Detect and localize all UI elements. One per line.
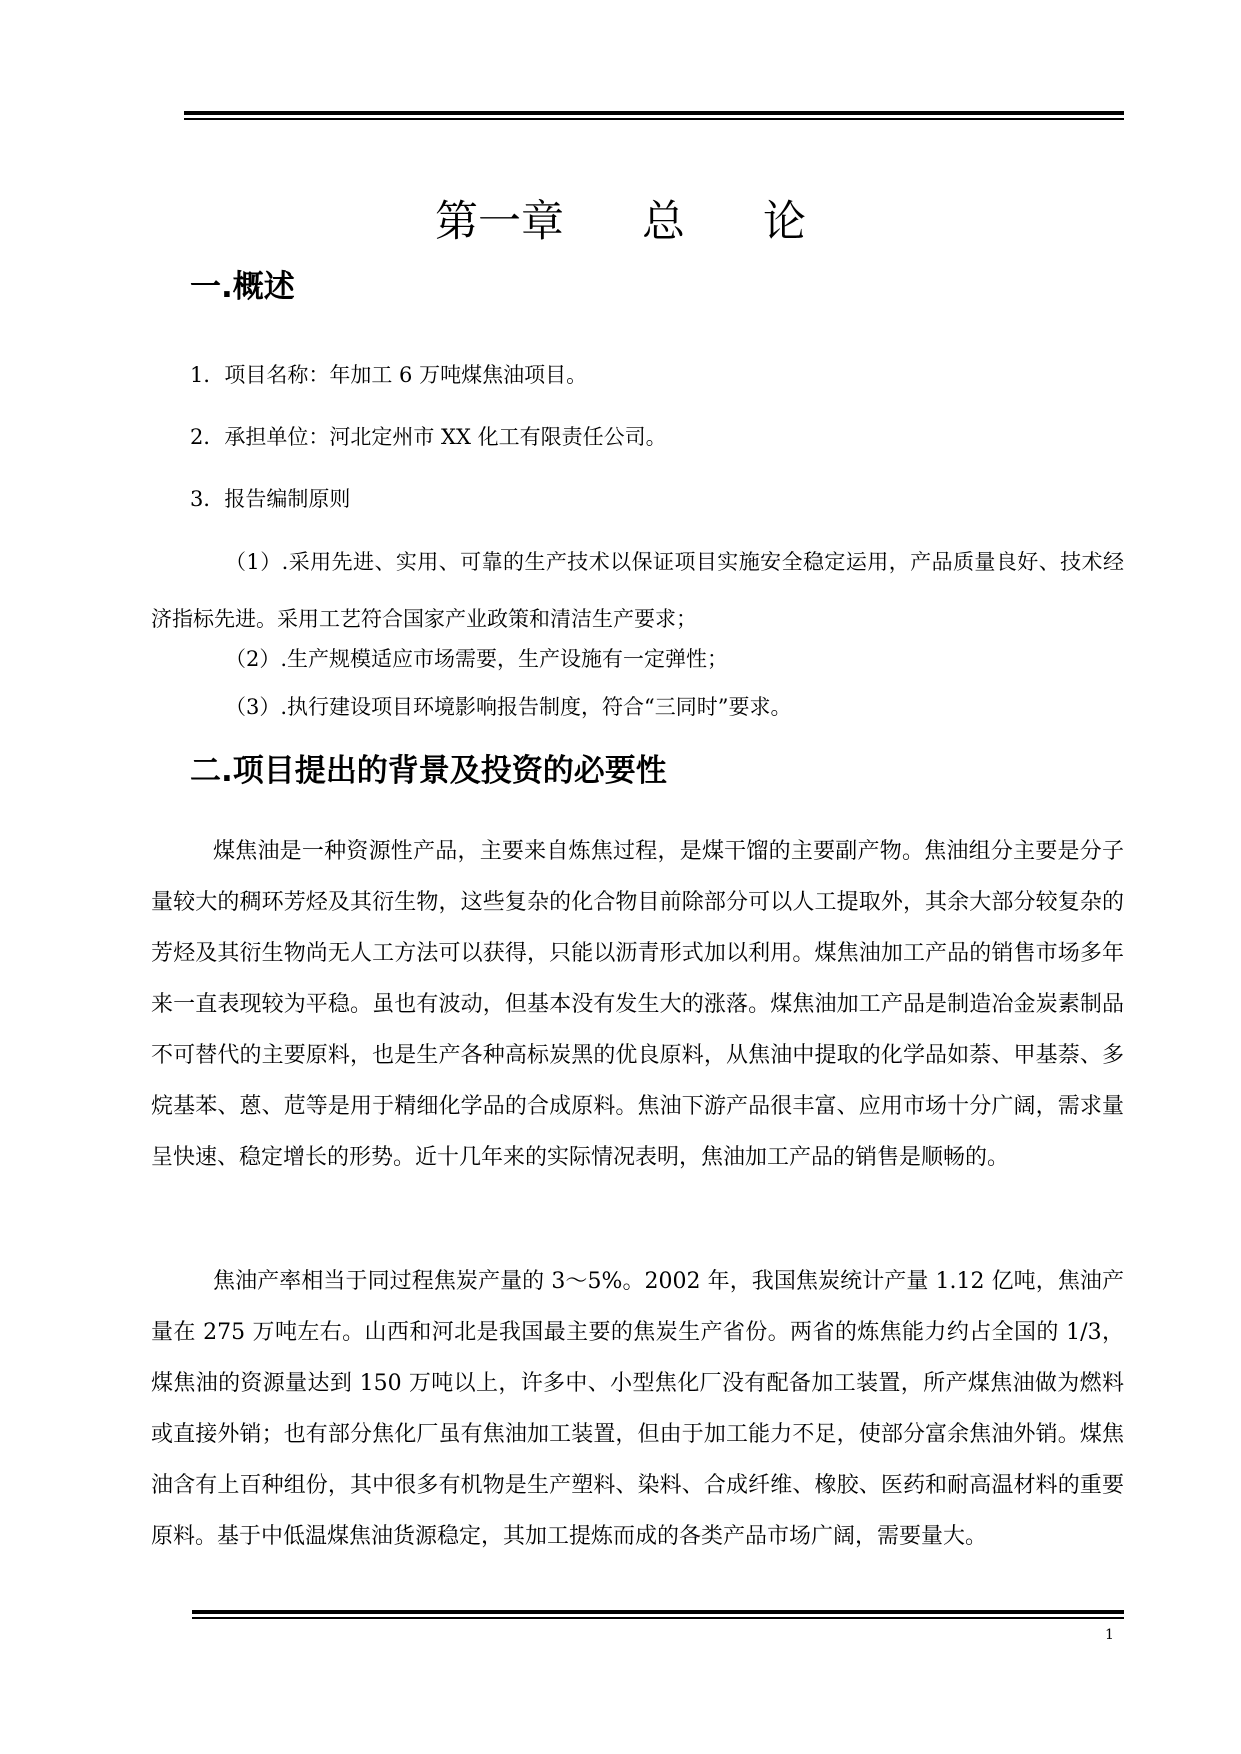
- list-item-undertaking-unit: 2．承担单位：河北定州市 XX 化工有限责任公司。: [190, 425, 667, 449]
- chapter-number: 第一章: [435, 197, 564, 247]
- header-double-rule: [184, 111, 1124, 120]
- footer-rule-thin: [192, 1617, 1124, 1619]
- section-heading-background: 二.项目提出的背景及投资的必要性: [190, 753, 667, 789]
- chapter-title-char-2: 论: [763, 197, 806, 247]
- chapter-title-char-1: 总: [642, 197, 685, 247]
- header-rule-thin: [184, 118, 1124, 120]
- page-number: 1: [1105, 1627, 1114, 1643]
- section-heading-overview: 一.概述: [190, 269, 295, 305]
- principle-2: （2）.生产规模适应市场需要，生产设施有一定弹性；: [225, 647, 729, 671]
- principle-3: （3）.执行建设项目环境影响报告制度，符合“三同时”要求。: [225, 695, 792, 719]
- list-item-report-principles: 3．报告编制原则: [190, 487, 351, 511]
- chapter-title: [0, 188, 1241, 248]
- footer-double-rule: [192, 1610, 1124, 1619]
- principle-1: （1）.采用先进、实用、可靠的生产技术以保证项目实施安全稳定运用，产品质量良好、技术经济指标先进。采用工艺符合国家产业政策和清洁生产要求；: [151, 550, 1124, 631]
- body-paragraph-1: 煤焦油是一种资源性产品，主要来自炼焦过程，是煤干馏的主要副产物。焦油组分主要是分子量较大的稠环芳烃及其衍生物，这些复杂的化合物目前除部分可以人工提取外，其余大部分较复杂的芳烃及其衍生物尚无人工方法可以获得，只能以沥青形式加以利用。煤焦油加工产品的销售市场多年来一直表现较为平稳。虽也有波动，但基本没有发生大的涨落。煤焦油加工产品是制造冶金炭素制品不可替代的主要原料，也是生产各种高标炭黑的优良原料，从焦油中提取的化学品如萘、甲基萘、多烷基苯、蒽、苊等是用于精细化学品的合成原料。焦油下游产品很丰富、应用市场十分广阔，需求量呈快速、稳定增长的形势。近十几年来的实际情况表明，焦油加工产品的销售是顺畅的。: [151, 839, 1124, 1170]
- list-item-project-name: 1．项目名称：年加工 6 万吨煤焦油项目。: [190, 363, 588, 387]
- body-paragraph-2: 焦油产率相当于同过程焦炭产量的 3～5%。2002 年，我国焦炭统计产量 1.12 亿吨，焦油产量在 275 万吨左右。山西和河北是我国最主要的焦炭生产省份。两省的炼焦能力约占全国的 1/3，煤焦油的资源量达到 150 万吨以上，许多中、小型焦化厂没有配备加工装置，所产煤焦油做为燃料或直接外销；也有部分焦化厂虽有焦油加工装置，但由于加工能力不足，使部分富余焦油外销。煤焦油含有上百种组份，其中很多有机物是生产塑料、染料、合成纤维、橡胶、医药和耐高温材料的重要原料。基于中低温煤焦油货源稳定，其加工提炼而成的各类产品市场广阔，需要量大。: [151, 1269, 1124, 1549]
